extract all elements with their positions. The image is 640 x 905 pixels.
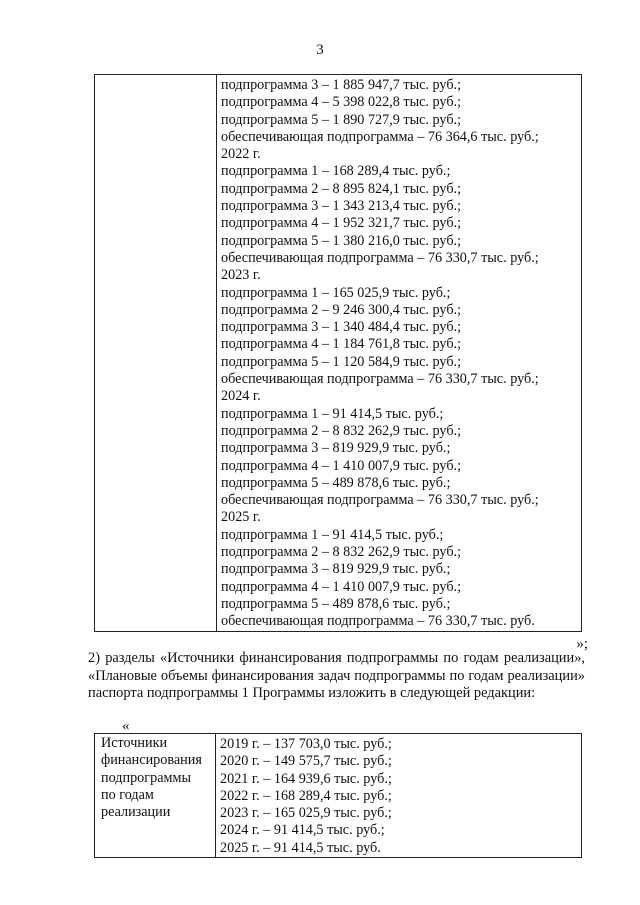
year-amount-line: 2020 г. – 149 575,7 тыс. руб.;	[220, 753, 392, 770]
subprogram-amounts-list	[221, 77, 581, 631]
year-amount-line: 2022 г. – 168 289,4 тыс. руб.;	[220, 787, 392, 804]
closing-quote: »;	[576, 636, 588, 652]
amount-line: подпрограмма 1 – 168 289,4 тыс. руб.;	[221, 163, 451, 180]
amount-line: подпрограмма 3 – 1 340 484,4 тыс. руб.;	[221, 319, 462, 336]
amount-line: подпрограмма 2 – 9 246 300,4 тыс. руб.;	[221, 301, 462, 318]
amount-line: подпрограмма 4 – 1 184 761,8 тыс. руб.;	[221, 336, 462, 353]
amount-line: подпрограмма 4 – 1 410 007,9 тыс. руб.;	[221, 457, 462, 474]
amendment-paragraph: 2) разделы «Источники финансирования подпрограммы по годам реализации», «Плановые объемы финансирования задач подпрограммы по годам реализации» паспорта подпрограммы 1 Программы изложить в следующей редакции:	[88, 650, 585, 701]
label-line: подпрограммы	[101, 769, 191, 786]
amount-line: подпрограмма 1 – 165 025,9 тыс. руб.;	[221, 284, 451, 301]
amount-line: подпрограмма 5 – 1 120 584,9 тыс. руб.;	[221, 353, 462, 370]
amount-line: подпрограмма 2 – 8 832 262,9 тыс. руб.;	[221, 422, 462, 439]
financing-table-continued	[94, 74, 582, 632]
amount-line: 2023 г.	[221, 267, 261, 284]
amount-line: 2024 г.	[221, 388, 261, 405]
amount-line: подпрограмма 2 – 8 895 824,1 тыс. руб.;	[221, 180, 462, 197]
year-amount-line: 2019 г. – 137 703,0 тыс. руб.;	[220, 736, 392, 752]
amount-line: подпрограмма 4 – 1 410 007,9 тыс. руб.;	[221, 578, 462, 595]
subprogram-amounts-cell	[217, 75, 582, 632]
amount-line: обеспечивающая подпрограмма – 76 330,7 тыс. руб.	[221, 613, 535, 630]
amount-line: подпрограмма 5 – 1 380 216,0 тыс. руб.;	[221, 232, 462, 249]
amount-line: подпрограмма 3 – 819 929,9 тыс. руб.;	[221, 440, 451, 457]
funding-by-year-list	[220, 736, 581, 857]
empty-label-cell	[95, 75, 217, 632]
year-amount-line: 2024 г. – 91 414,5 тыс. руб.;	[220, 822, 385, 839]
amount-line: 2025 г.	[221, 509, 261, 526]
label-line: Источники	[101, 735, 168, 751]
funding-sources-table	[94, 733, 582, 858]
amount-line: подпрограмма 1 – 91 414,5 тыс. руб.;	[221, 526, 444, 543]
amount-line: подпрограмма 5 – 489 878,6 тыс. руб.;	[221, 595, 451, 612]
funding-sources-label-cell	[95, 734, 216, 858]
year-amount-line: 2023 г. – 165 025,9 тыс. руб.;	[220, 805, 392, 822]
label-line: по годам	[101, 786, 154, 803]
amount-line: подпрограмма 5 – 489 878,6 тыс. руб.;	[221, 474, 451, 491]
amount-line: подпрограмма 1 – 91 414,5 тыс. руб.;	[221, 405, 444, 422]
amount-line: обеспечивающая подпрограмма – 76 330,7 тыс. руб.;	[221, 249, 539, 266]
opening-quote: «	[122, 718, 130, 734]
funding-by-year-cell	[216, 734, 582, 858]
amount-line: обеспечивающая подпрограмма – 76 330,7 тыс. руб.;	[221, 492, 539, 509]
amount-line: подпрограмма 4 – 1 952 321,7 тыс. руб.;	[221, 215, 462, 232]
amount-line: подпрограмма 5 – 1 890 727,9 тыс. руб.;	[221, 111, 462, 128]
page-number: 3	[316, 42, 324, 58]
amount-line: обеспечивающая подпрограмма – 76 330,7 тыс. руб.;	[221, 371, 539, 388]
amount-line: подпрограмма 3 – 1 343 213,4 тыс. руб.;	[221, 198, 462, 215]
amount-line: подпрограмма 2 – 8 832 262,9 тыс. руб.;	[221, 544, 462, 561]
label-line: финансирования	[101, 752, 202, 769]
label-line: реализации	[101, 804, 171, 821]
year-amount-line: 2021 г. – 164 939,6 тыс. руб.;	[220, 770, 392, 787]
amount-line: 2022 г.	[221, 146, 261, 163]
amount-line: подпрограмма 3 – 819 929,9 тыс. руб.;	[221, 561, 451, 578]
amount-line: обеспечивающая подпрограмма – 76 364,6 тыс. руб.;	[221, 128, 539, 145]
amount-line: подпрограмма 3 – 1 885 947,7 тыс. руб.;	[221, 77, 462, 93]
year-amount-line: 2025 г. – 91 414,5 тыс. руб.	[220, 839, 381, 856]
amount-line: подпрограмма 4 – 5 398 022,8 тыс. руб.;	[221, 94, 462, 111]
